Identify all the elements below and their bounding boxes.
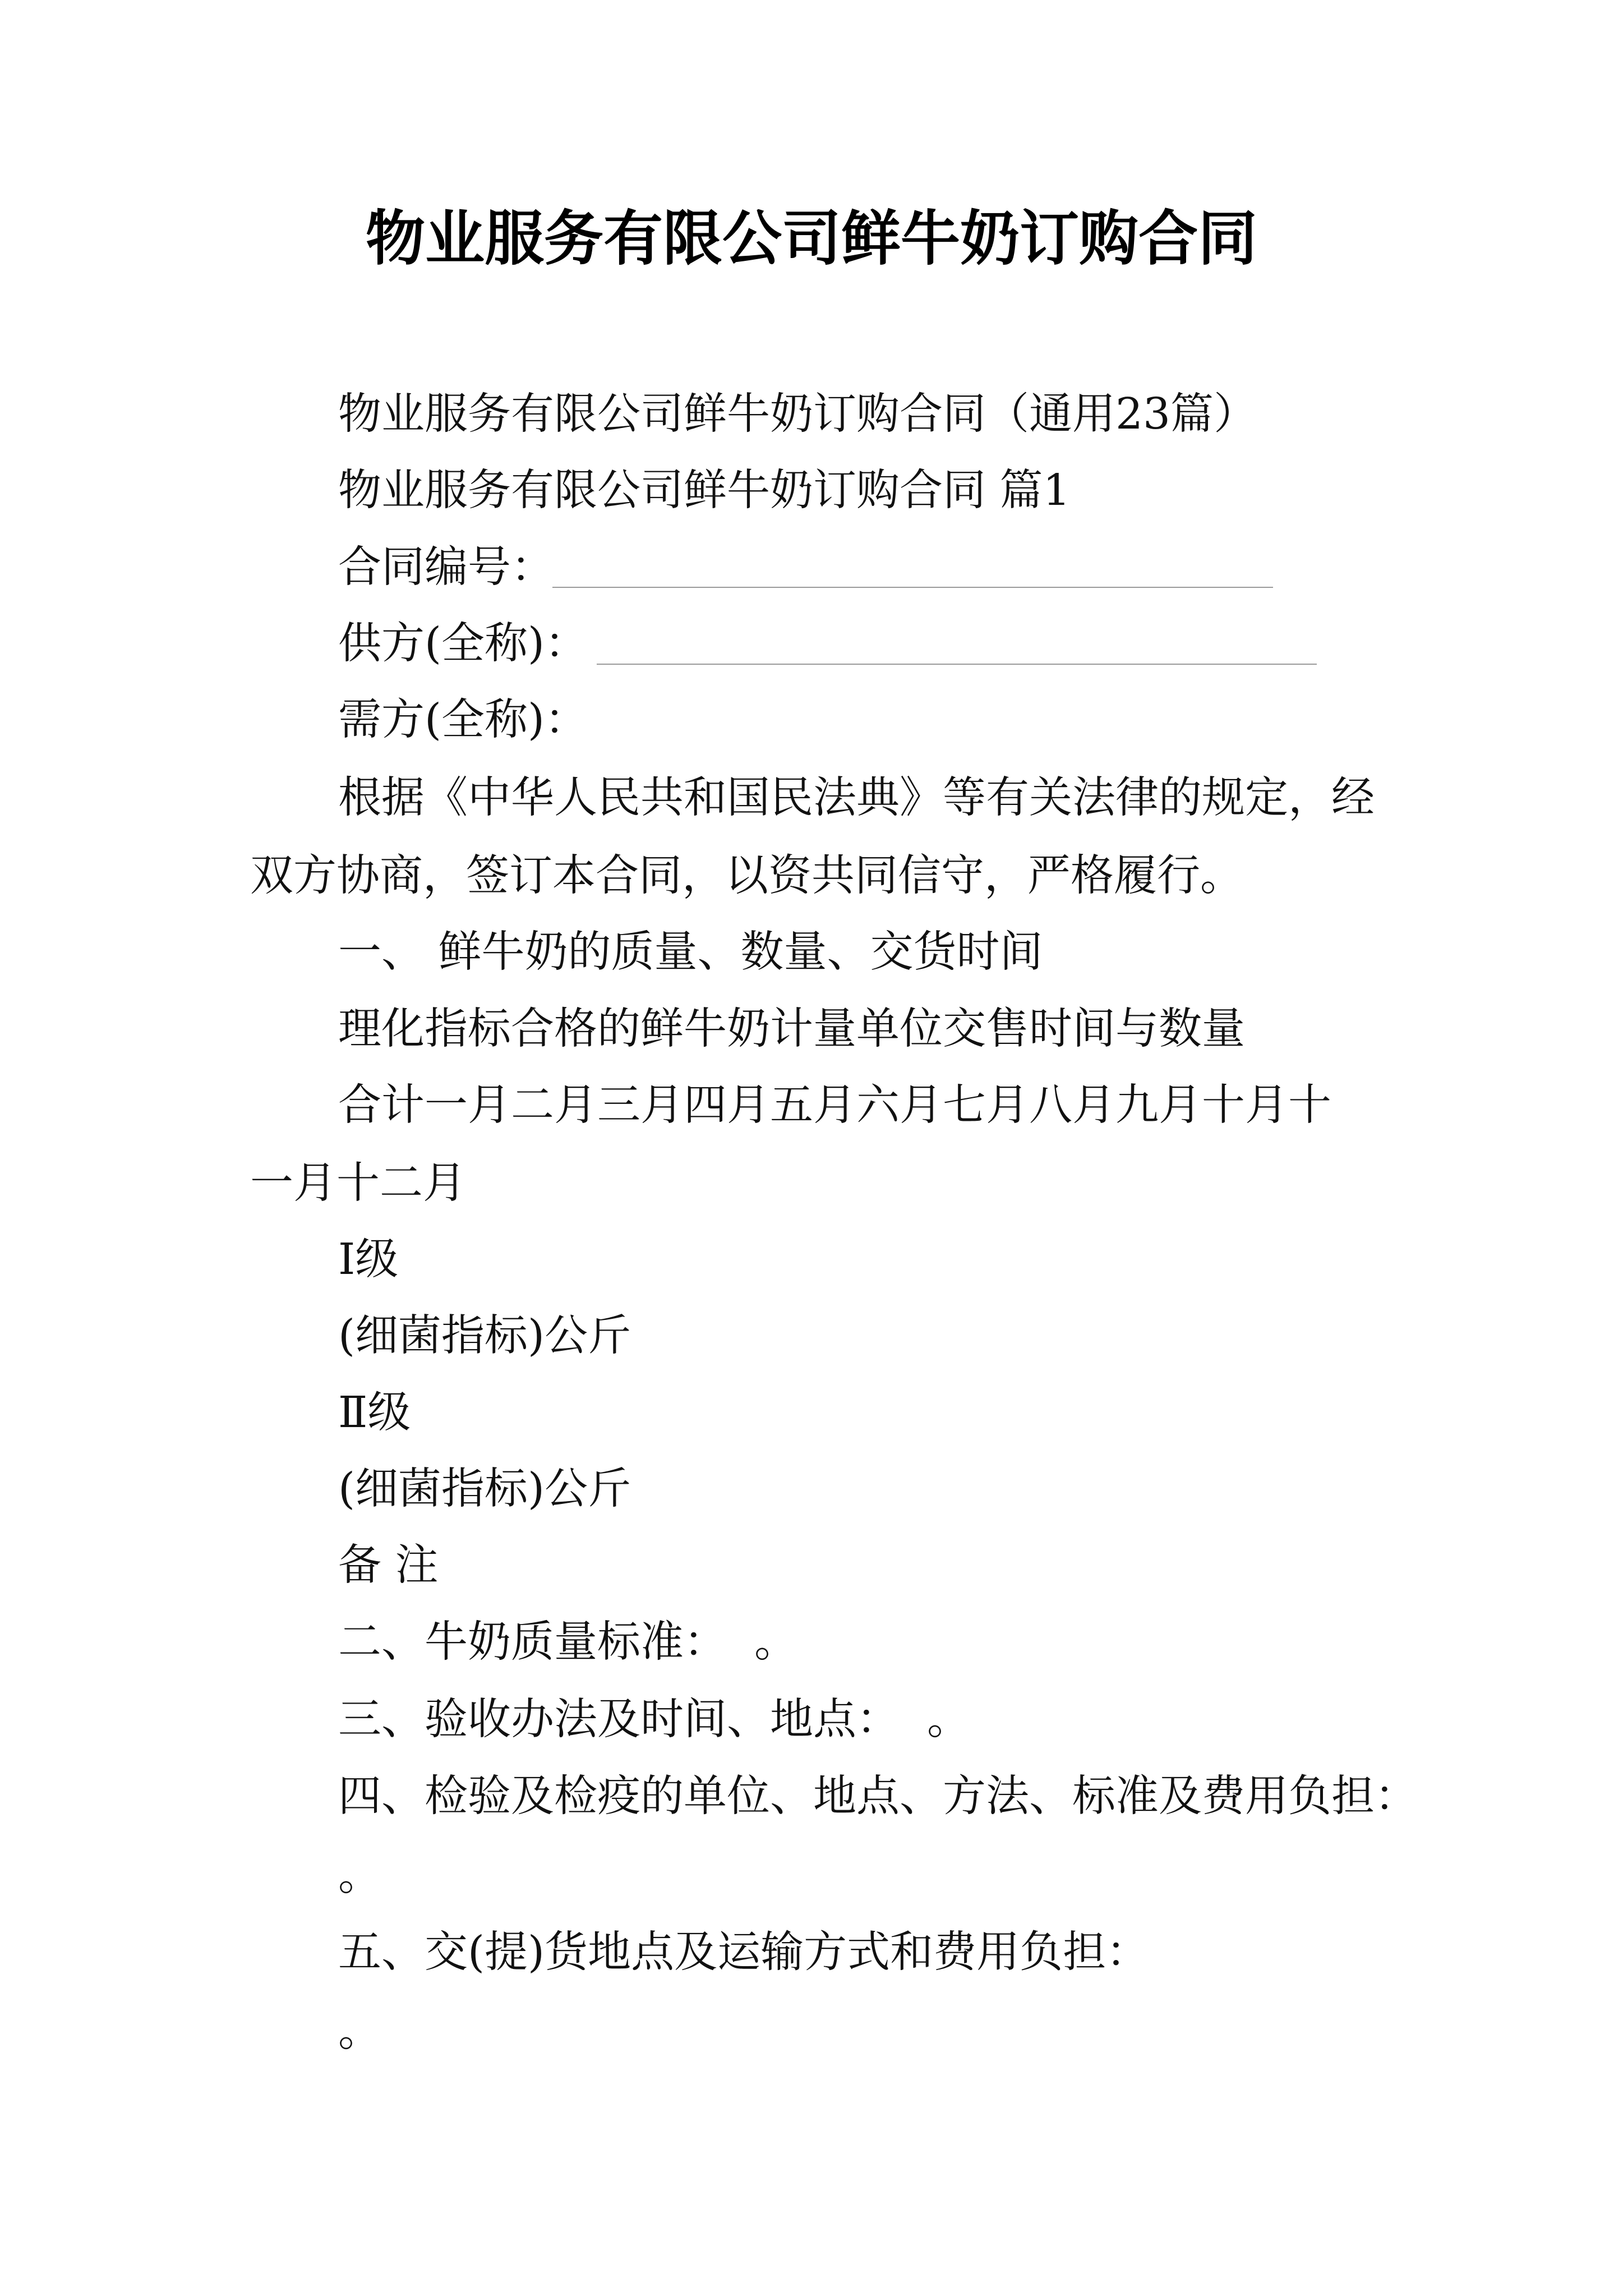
contract-number-label: 合同编号： <box>338 542 554 592</box>
table-header-text: 理化指标合格的鲜牛奶计量单位交售时间与数量 <box>338 1004 1245 1054</box>
remarks-label: 备 注 <box>338 1540 439 1590</box>
part-heading: 物业服务有限公司鲜牛奶订购合同 篇1 <box>338 466 1071 516</box>
contract-number-blank <box>552 587 1273 588</box>
months-line-1: 合计一月二月三月四月五月六月七月八月九月十月十 <box>338 1080 1331 1130</box>
grade-2-unit: (细菌指标)公斤 <box>338 1464 631 1514</box>
supplier-label: 供方(全称)： <box>338 619 588 669</box>
intro-paragraph-line-2: 双方协商，签订本合同，以资共同信守，严格履行。 <box>250 851 1243 901</box>
supplier-name-blank <box>597 664 1317 665</box>
section-3-acceptance: 三、验收办法及时间、地点： 。 <box>338 1695 970 1745</box>
section-1-heading: 一、 鲜牛奶的质量、数量、交货时间 <box>338 927 1043 977</box>
section-5-delivery-line-1: 五、交(提)货地点及运输方式和费用负担： <box>338 1927 1150 1977</box>
section-5-delivery-line-2: 。 <box>338 2007 381 2056</box>
intro-paragraph-line-1: 根据《中华人民共和国民法典》等有关法律的规定，经 <box>338 773 1375 823</box>
document-title: 物业服务有限公司鲜牛奶订购合同 <box>366 203 1257 273</box>
section-4-inspection-line-1: 四、检验及检疫的单位、地点、方法、标准及费用负担： <box>338 1772 1418 1821</box>
document-subtitle: 物业服务有限公司鲜牛奶订购合同（通用23篇） <box>338 389 1257 439</box>
section-2-quality-standard: 二、牛奶质量标准： 。 <box>338 1617 797 1667</box>
grade-2-label: Ⅱ级 <box>338 1388 411 1438</box>
buyer-label: 需方(全称)： <box>338 695 588 745</box>
section-4-inspection-line-2: 。 <box>338 1851 381 1901</box>
months-line-2: 一月十二月 <box>250 1158 466 1208</box>
grade-1-unit: (细菌指标)公斤 <box>338 1311 631 1361</box>
grade-1-label: Ⅰ级 <box>338 1235 399 1285</box>
